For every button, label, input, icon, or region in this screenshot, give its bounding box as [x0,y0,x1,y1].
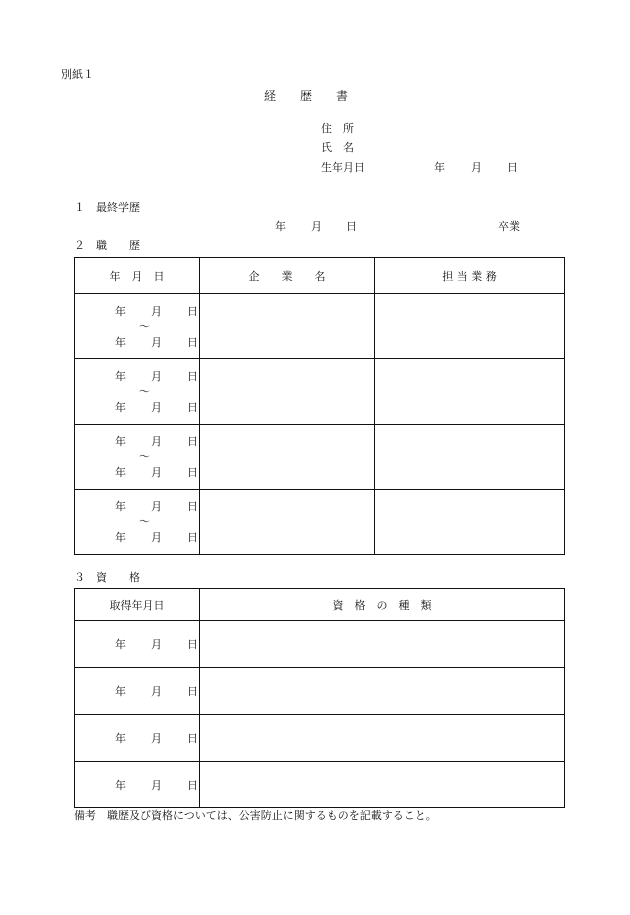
work-col-date: 年 月 日 [75,258,200,294]
qualification-type-cell[interactable] [200,762,565,808]
duties-cell[interactable] [375,425,565,490]
work-col-duties: 担 当 業 務 [375,258,565,294]
work-period-cell[interactable]: 年 月 日 ～ 年 月 日 [75,294,200,359]
work-period-cell[interactable]: 年 月 日 ～ 年 月 日 [75,359,200,425]
address-label: 住 所 [321,122,354,135]
table-row [75,294,565,359]
section3-heading: ３ 資 格 [74,571,140,584]
education-day-unit: 日 [346,220,357,233]
acquired-date-cell[interactable]: 年 月 日 [75,668,200,715]
education-month-unit: 月 [311,220,322,233]
name-label: 氏 名 [321,141,354,154]
attachment-label: 別紙１ [61,68,94,81]
qualifications-table [74,588,565,808]
company-name-cell[interactable] [200,359,375,425]
birthdate-year-unit: 年 [434,161,445,174]
qualification-type-cell[interactable] [200,668,565,715]
remarks-note: 備考 職歴及び資格については、公害防止に関するものを記載すること。 [74,809,437,822]
table-row [75,762,565,808]
company-name-cell[interactable] [200,425,375,490]
company-name-cell[interactable] [200,490,375,555]
birthdate-day-unit: 日 [507,161,518,174]
table-row [75,621,565,668]
table-row [75,359,565,425]
work-col-company: 企 業 名 [200,258,375,294]
section2-heading: ２ 職 歴 [74,239,140,252]
work-period-cell[interactable]: 年 月 日 ～ 年 月 日 [75,425,200,490]
duties-cell[interactable] [375,294,565,359]
company-name-cell[interactable] [200,294,375,359]
birthdate-month-unit: 月 [471,161,482,174]
section1-heading: １ 最終学歴 [74,201,140,214]
graduation-label: 卒業 [498,220,520,233]
page-title: 経 歴 書 [264,89,349,103]
qualification-type-cell[interactable] [200,621,565,668]
qual-col-type: 資 格 の 種 類 [200,589,565,621]
acquired-date-cell[interactable]: 年 月 日 [75,762,200,808]
education-year-unit: 年 [275,220,286,233]
duties-cell[interactable] [375,490,565,555]
table-row [75,490,565,555]
work-history-table [74,257,565,555]
table-row [75,668,565,715]
acquired-date-cell[interactable]: 年 月 日 [75,621,200,668]
acquired-date-cell[interactable]: 年 月 日 [75,715,200,762]
table-row [75,715,565,762]
qualification-type-cell[interactable] [200,715,565,762]
work-period-cell[interactable]: 年 月 日 ～ 年 月 日 [75,490,200,555]
qual-col-date: 取得年月日 [75,589,200,621]
birthdate-label: 生年月日 [321,161,365,174]
table-row [75,425,565,490]
duties-cell[interactable] [375,359,565,425]
